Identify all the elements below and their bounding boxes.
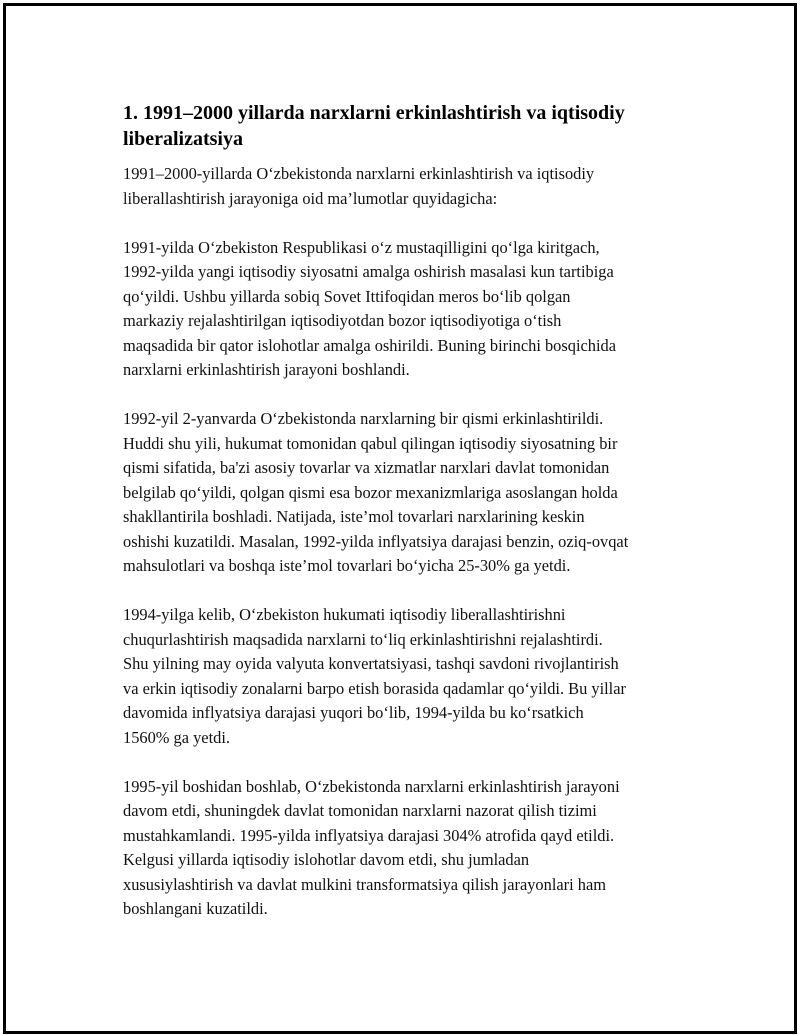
paragraph-1992: 1992-yil 2-yanvarda O‘zbekistonda narxlarning bir qismi erkinlashtirildi. Huddi shu yili, hukumat tomonidan qabul qilingan iqtisodiy siyosatning bir qismi sifatida, ba'zi asosiy tovarlar va xizmatlar narxlari davlat tomonidan belgilab qo‘yildi, qolgan qismi esa bozor mexanizmlariga asoslangan holda shakllantirila boshladi. Natijada, iste’mol tovarlari narxlarining keskin oshishi kuzatildi. Masalan, 1992-yilda inflyatsiya darajasi benzin, oziq-ovqat mahsulotlari va boshqa iste’mol tovarlari bo‘yicha 25-30% ga yetdi.: [123, 409, 629, 575]
paragraph-1994: 1994-yilga kelib, O‘zbekiston hukumati iqtisodiy liberallashtirishni chuqurlashtirish maqsadida narxlarni to‘liq erkinlashtirishni rejalashtirdi. Shu yilning may oyida valyuta konvertatsiyasi, tashqi savdoni rivojlantirish va erkin iqtisodiy zonalarni barpo etish borasida qadamlar qo‘yildi. Bu yillar davomida inflyatsiya darajasi yuqori bo‘lib, 1994-yilda bu ko‘rsatkich 1560% ga yetdi.: [123, 605, 626, 747]
paragraph-intro: 1991–2000-yillarda O‘zbekistonda narxlarni erkinlashtirish va iqtisodiy liberallashtirish jarayoniga oid ma’lumotlar quyidagicha:: [123, 164, 595, 208]
paragraph-1991: 1991-yilda O‘zbekiston Respublikasi o‘z mustaqilligini qo‘lga kiritgach, 1992-yilda yangi iqtisodiy siyosatni amalga oshirish masalasi kun tartibiga qo‘yildi. Ushbu yillarda sobiq Sovet Ittifoqidan meros bo‘lib qolgan markaziy rejalashtirilgan iqtisodiyotdan bozor iqtisodiyotiga o‘tish maqsadida bir qator islohotlar amalga oshirildi. Buning birinchi bosqichida narxlarni erkinlashtirish jarayoni boshlandi.: [123, 237, 616, 379]
document-body: [123, 100, 703, 946]
paragraph-1995: 1995-yil boshidan boshlab, O‘zbekistonda narxlarni erkinlashtirish jarayoni davom etdi, shuningdek davlat tomonidan narxlarni nazorat qilish tizimi mustahkamlandi. 1995-yilda inflyatsiya darajasi 304% atrofida qayd etildi. Kelgusi yillarda iqtisodiy islohotlar davom etdi, shu jumladan xususiylashtirish va davlat mulkini transformatsiya qilish jarayonlari ham boshlangani kuzatildi.: [123, 776, 620, 918]
page-frame: [3, 3, 797, 1034]
document-title: 1. 1991–2000 yillarda narxlarni erkinlashtirish va iqtisodiy liberalizatsiya: [123, 102, 625, 150]
